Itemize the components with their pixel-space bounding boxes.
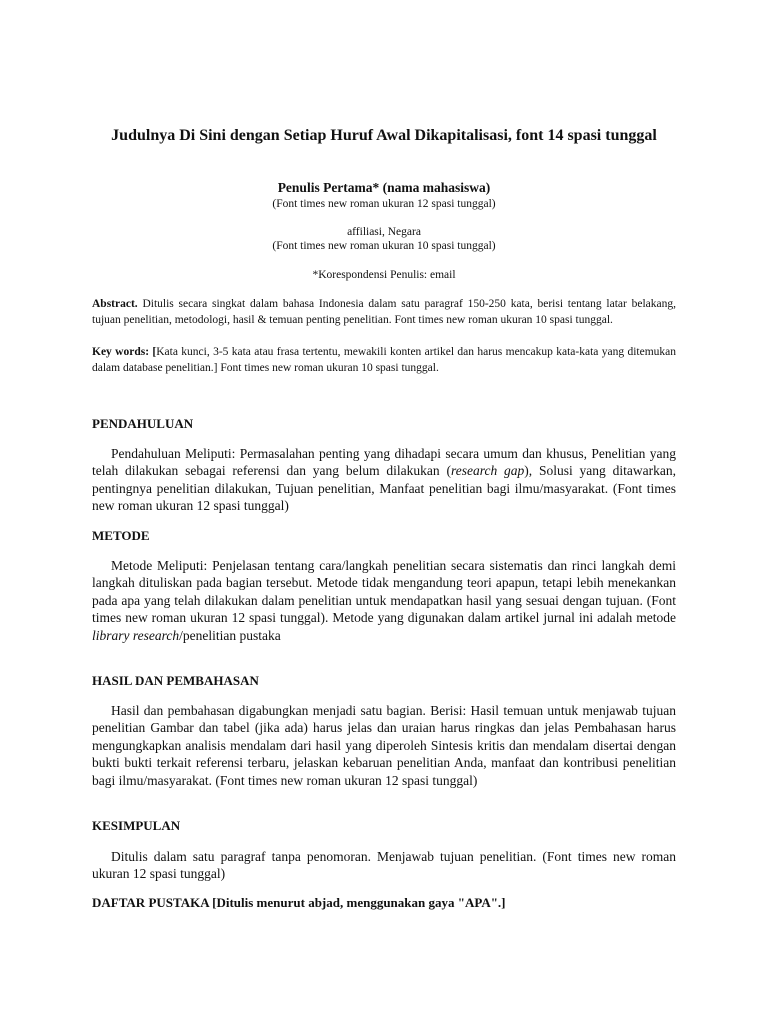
section-heading-metode: METODE — [92, 528, 150, 543]
affiliation: affiliasi, Negara — [347, 226, 421, 238]
paragraph-text: ), Solusi yang ditawarkan, pentingnya penelitian dilakukan, Tujuan penelitian, Manfaat penelitian bagi ilmu/masyarakat. (Font times new roman ukuran 12 spasi tunggal) — [92, 463, 676, 514]
paragraph-hasil: Hasil dan pembahasan digabungkan menjadi satu bagian. Berisi: Hasil temuan untuk menjawab tujuan penelitian Gambar dan tabel (jika ada) harus jelas dan uraian harus ringkas dan jelas Pembahasan harus mengungkapkan analisis mendalam dari hasil yang diperoleh Sintesis kritis dan mendalam disertai dengan bukti bukti terkait referensi terbaru, jelaskan kebaruan penelitian Anda, manfaat dan kontribusi penelitian bagi ilmu/masyarakat. (Font times new roman ukuran 12 spasi tunggal) — [92, 703, 676, 788]
section-heading-daftar-pustaka: DAFTAR PUSTAKA [Ditulis menurut abjad, menggunakan gaya "APA".] — [92, 895, 506, 910]
paragraph-kesimpulan: Ditulis dalam satu paragraf tanpa penomoran. Menjawab tujuan penelitian. (Font times new roman ukuran 12 spasi tunggal) — [92, 849, 676, 882]
paragraph-pendahuluan — [92, 445, 676, 515]
paper-title: Judulnya Di Sini dengan Setiap Huruf Awal Dikapitalisasi, font 14 spasi tunggal — [111, 127, 657, 144]
abstract-text: Ditulis secara singkat dalam bahasa Indonesia dalam satu paragraf 150-250 kata, berisi tentang latar belakang, tujuan penelitian, metodologi, hasil & temuan penting penelitian. Font times new roman ukuran 10 spasi tunggal. — [92, 298, 676, 326]
paragraph-text: /penelitian pustaka — [179, 627, 281, 643]
abstract — [92, 297, 676, 328]
keywords — [92, 345, 676, 376]
correspondence: *Korespondensi Penulis: email — [312, 269, 456, 281]
italic-term: library research — [92, 627, 180, 643]
paragraph-metode — [92, 557, 676, 644]
author-name: Penulis Pertama* (nama mahasiswa) — [277, 180, 491, 195]
paragraph-text: Pendahuluan Meliputi: Permasalahan penting yang dihadapi secara umum dan khusus, Penelitian yang telah dilakukan sebagai referensi dan yang belum dilakukan ( — [92, 446, 676, 479]
keywords-text: Kata kunci, 3-5 kata atau frasa tertentu, mewakili konten artikel dan harus mencakup kata-kata yang ditemukan dalam database penelitian.] Font times new roman ukuran 10 spasi tunggal. — [92, 346, 676, 374]
abstract-label: Abstract. — [92, 298, 138, 310]
paragraph-text: Metode Meliputi: Penjelasan tentang cara/langkah penelitian secara sistematis dan rinci langkah demi langkah dituliskan pada bagian tersebut. Metode tidak mengandung teori apapun, tetapi lebih menekankan pada apa yang telah dilakukan dalam penelitian untuk mendapatkan hasil yang sesuai dengan tujuan. (Font times new roman ukuran 12 spasi tunggal). Metode yang digunakan dalam artikel jurnal ini adalah metode — [92, 558, 676, 626]
section-heading-pendahuluan: PENDAHULUAN — [92, 416, 194, 431]
author-font-note: (Font times new roman ukuran 12 spasi tunggal) — [272, 198, 496, 210]
section-heading-hasil: HASIL DAN PEMBAHASAN — [92, 673, 259, 688]
italic-term: research gap — [450, 463, 525, 479]
affiliation-font-note: (Font times new roman ukuran 10 spasi tunggal) — [272, 240, 496, 252]
keywords-label: Key words: [ — [92, 346, 157, 358]
section-heading-kesimpulan: KESIMPULAN — [92, 818, 181, 833]
